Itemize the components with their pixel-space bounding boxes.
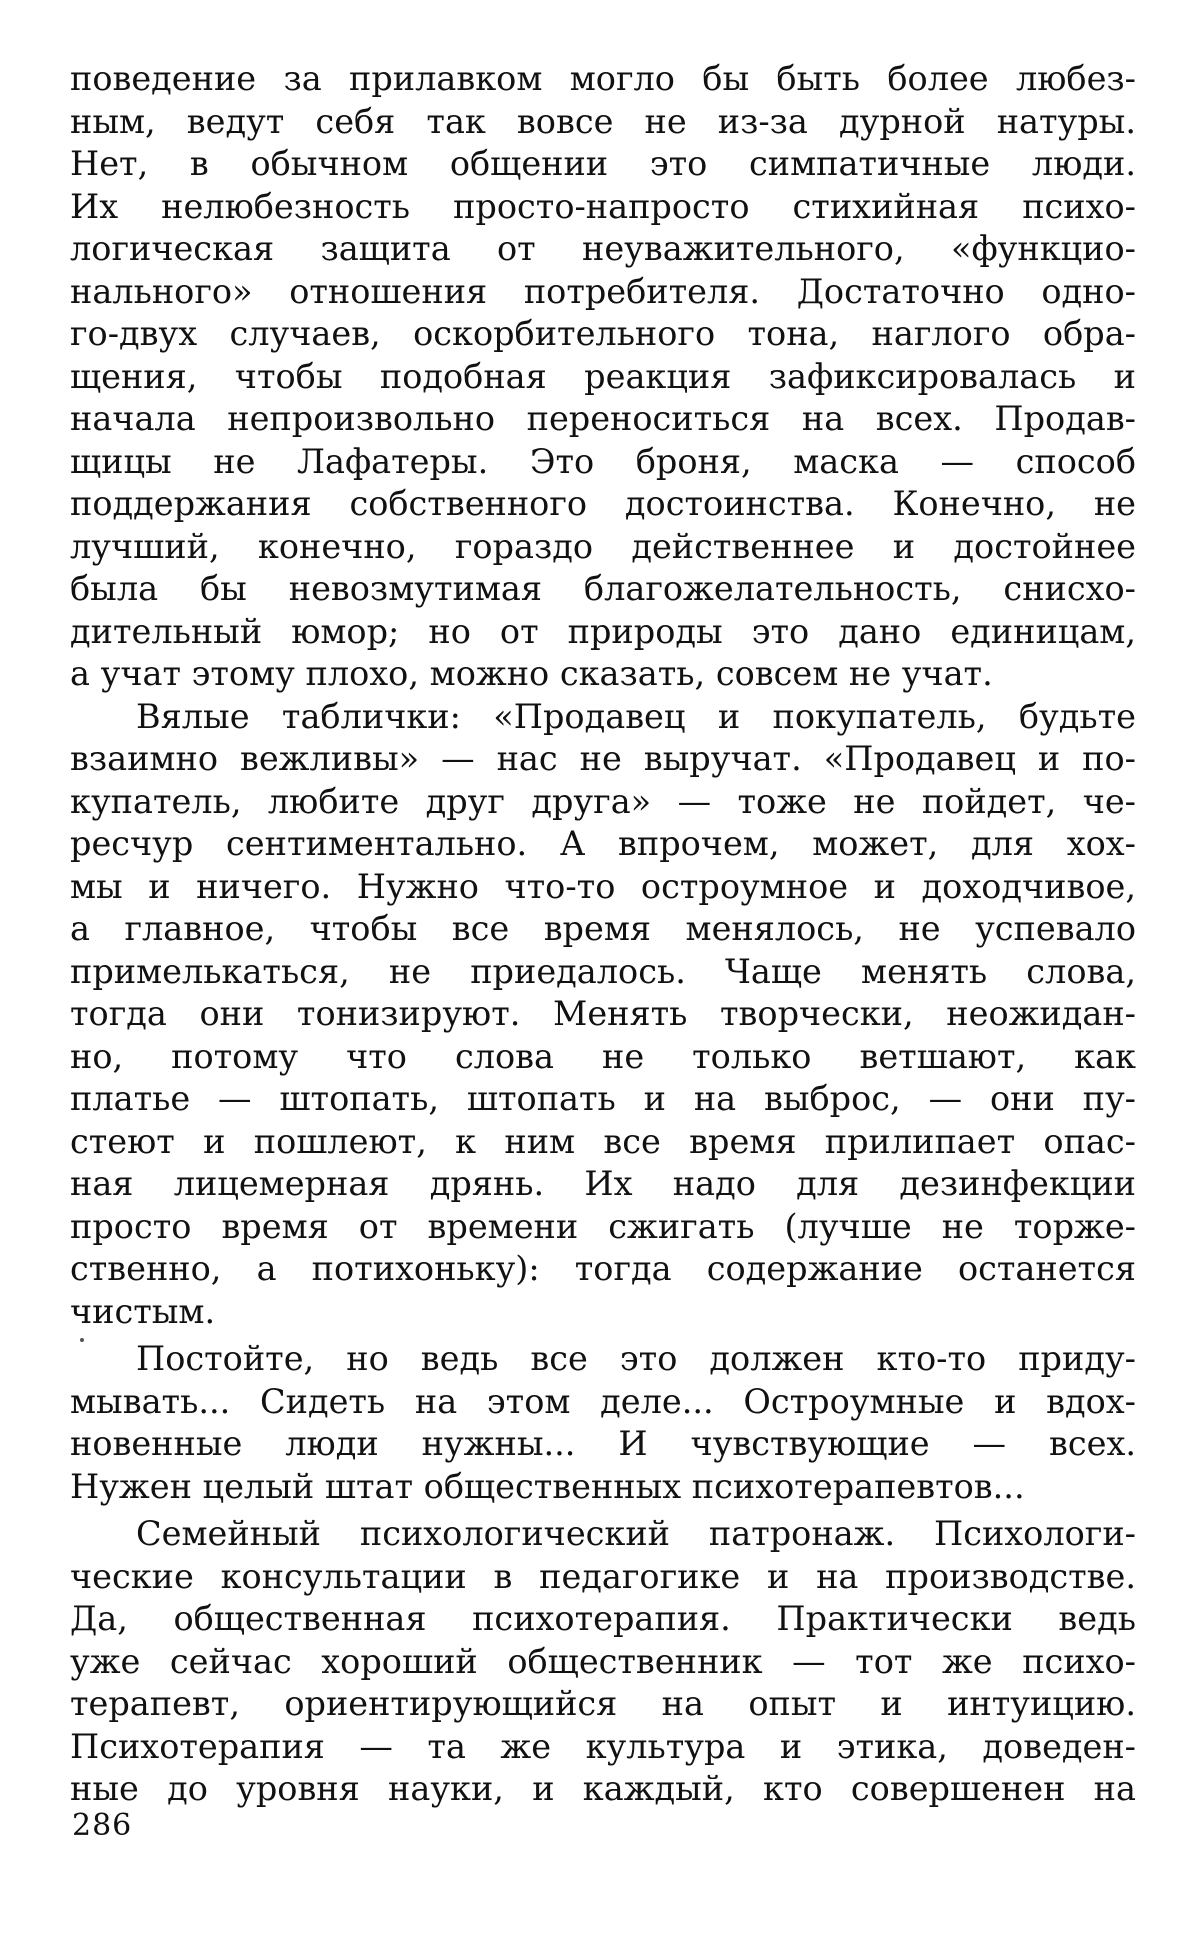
text-line: поведение за прилавком могло бы быть более любез- — [70, 59, 1136, 98]
text-line: ственно, а потихоньку): тогда содержание останется — [70, 1249, 1136, 1288]
text-line: Вялые таблички: «Продавец и покупатель, будьте — [136, 696, 1136, 736]
text-line: го-двух случаев, оскорбительного тона, наглого обра- — [70, 314, 1136, 353]
text-line: дительный юмор; но от природы это дано единицам, — [70, 611, 1136, 651]
print-speck — [80, 1338, 84, 1342]
text-line: Их нелюбезность просто-напросто стихийная психо- — [70, 186, 1136, 226]
text-line: поддержания собственного достоинства. Конечно, не — [70, 484, 1136, 523]
text-line: стеют и пошлеют, к ним все время прилипает опас- — [70, 1121, 1136, 1161]
text-line: взаимно вежливы» — нас не выручат. «Продавец и по- — [70, 739, 1136, 778]
text-line: купатель, любите друг друга» — тоже не пойдет, че- — [70, 781, 1136, 821]
paragraph-2 — [70, 696, 1136, 1334]
text-line: уже сейчас хороший общественник — тот же психо- — [70, 1641, 1136, 1681]
text-line: Постойте, но ведь все это должен кто-то приду- — [136, 1339, 1136, 1378]
paragraph-4 — [70, 1513, 1136, 1811]
text-line: начала непроизвольно переноситься на всех. Продав- — [70, 399, 1136, 438]
text-line: а главное, чтобы все время менялось, не успевало — [70, 909, 1136, 948]
text-line: щицы не Лафатеры. Это броня, маска — способ — [70, 441, 1136, 481]
paragraph-1 — [70, 58, 1136, 696]
text-line: просто время от времени сжигать (лучше не торже- — [70, 1206, 1136, 1246]
text-line: Да, общественная психотерапия. Практически ведь — [70, 1599, 1136, 1638]
text-line: чистым. — [70, 1291, 216, 1331]
text-line: логическая защита от неуважительного, «функцио- — [70, 229, 1136, 268]
text-line: платье — штопать, штопать и на выброс, — они пу- — [70, 1079, 1136, 1118]
text-line: ные до уровня науки, и каждый, кто совершенен на — [70, 1769, 1136, 1808]
text-line: мы и ничего. Нужно что-то остроумное и доходчивое, — [70, 866, 1136, 906]
page-number: 286 — [72, 1808, 133, 1843]
body-text — [70, 58, 1136, 1811]
text-line: Психотерапия — та же культура и этика, доведен- — [70, 1726, 1136, 1766]
text-line: тогда они тонизируют. Менять творчески, неожидан- — [70, 994, 1136, 1033]
text-line: ческие консультации в педагогике и на производстве. — [70, 1556, 1136, 1596]
text-line: ным, ведут себя так вовсе не из-за дурной натуры. — [70, 101, 1136, 141]
text-line: была бы невозмутимая благожелательность, снисхо- — [70, 569, 1136, 608]
text-line: лучший, конечно, гораздо действеннее и достойнее — [70, 526, 1136, 566]
text-line: но, потому что слова не только ветшают, как — [70, 1036, 1136, 1076]
text-line: ресчур сентиментально. А впрочем, может, для хох- — [70, 824, 1136, 863]
text-line: Семейный психологический патронаж. Психологи- — [136, 1514, 1136, 1553]
text-line: Нет, в обычном общении это симпатичные люди. — [70, 144, 1136, 183]
text-line: мывать... Сидеть на этом деле... Остроумные и вдох- — [70, 1381, 1136, 1421]
text-line: примелькаться, не приедалось. Чаще менять слова, — [70, 951, 1136, 991]
text-line: а учат этому плохо, можно сказать, совсем не учат. — [70, 654, 993, 693]
paragraph-3 — [70, 1338, 1136, 1508]
text-line: Нужен целый штат общественных психотерапевтов... — [70, 1466, 1025, 1506]
text-line: терапевт, ориентирующийся на опыт и интуицию. — [70, 1684, 1136, 1723]
text-line: новенные люди нужны... И чувствующие — всех. — [70, 1424, 1136, 1463]
text-line: нального» отношения потребителя. Достаточно одно- — [70, 271, 1136, 311]
text-line: ная лицемерная дрянь. Их надо для дезинфекции — [70, 1164, 1136, 1203]
text-line: щения, чтобы подобная реакция зафиксировалась и — [70, 356, 1136, 396]
